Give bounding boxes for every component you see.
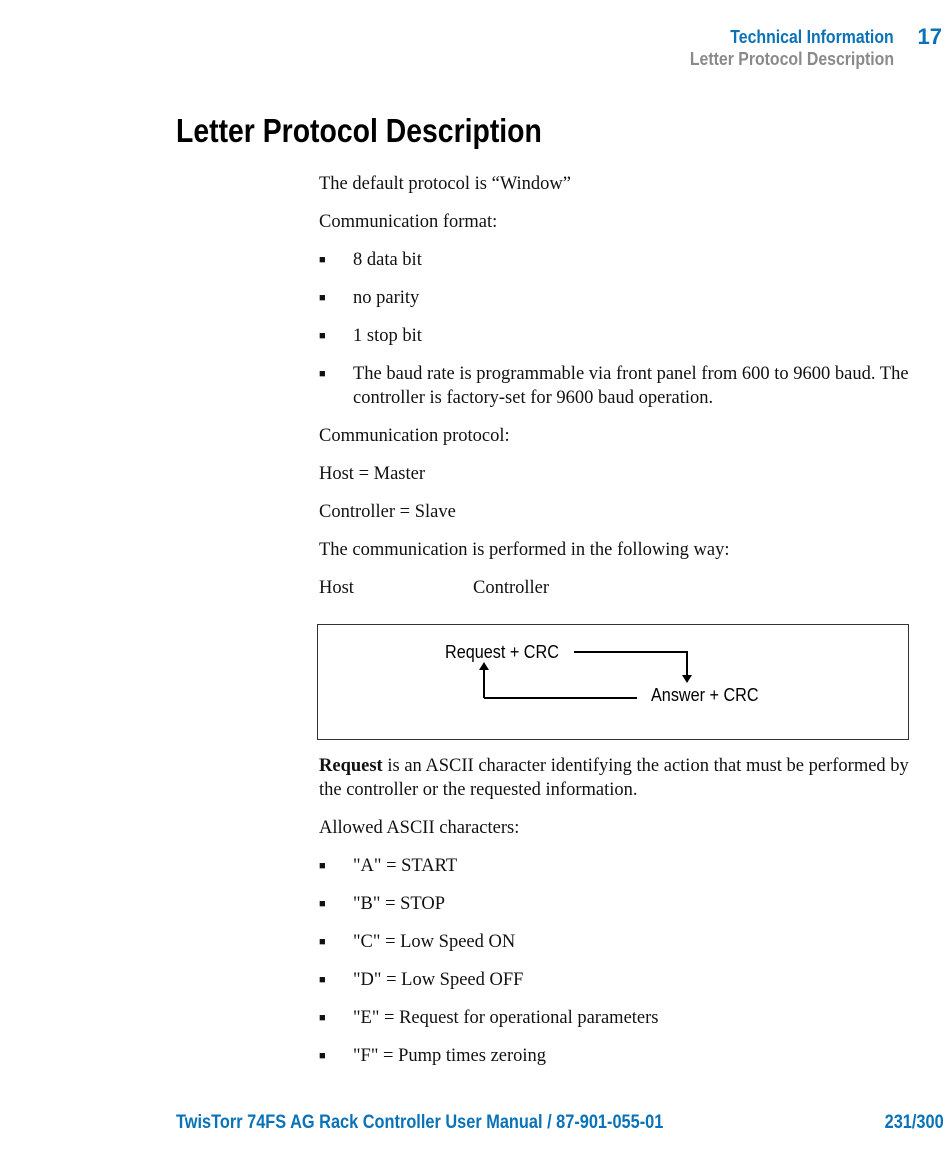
header-chapter-number: 17 [917,24,942,49]
list-item [319,1006,909,1030]
list-item-text: "F" = Pump times zeroing [353,1046,547,1066]
footer-manual-title: TwisTorr 74FS AG Rack Controller User Manual / 87-901-055-01 [176,1112,664,1133]
intro-paragraph: The default protocol is “Window” [319,174,572,194]
communication-arrows [318,625,908,739]
list-item-text: "C" = Low Speed ON [353,932,516,952]
communication-diagram [317,624,909,740]
list-item [319,854,909,878]
list-item-text: "E" = Request for operational parameters [353,1008,659,1028]
list-item [319,324,909,348]
header-section-title: Technical Information [730,27,894,47]
bullet-icon: ■ [319,368,326,380]
format-heading: Communication format: [319,212,498,232]
request-paragraph [319,754,909,802]
bullet-icon: ■ [319,974,326,986]
bullet-icon: ■ [319,860,326,872]
body-text [319,172,909,1082]
list-item-text: 8 data bit [353,250,422,270]
list-item [319,892,909,916]
request-description: is an ASCII character identifying the action that must be performed by the controller or the requested information. [319,756,909,800]
list-item-text: 1 stop bit [353,326,422,346]
bullet-icon: ■ [319,936,326,948]
host-column-label: Host [319,578,354,598]
list-item-text: The baud rate is programmable via front panel from 600 to 9600 baud. The controller is factory-set for 9600 baud operation. [353,364,909,408]
bullet-icon: ■ [319,254,326,266]
bullet-icon: ■ [319,330,326,342]
request-label: Request + CRC [445,642,559,662]
request-term: Request [319,756,383,776]
list-item-text: "B" = STOP [353,894,446,914]
list-item [319,248,909,272]
bullet-icon: ■ [319,292,326,304]
list-item-text: "D" = Low Speed OFF [353,970,524,990]
list-item [319,1044,909,1068]
bullet-icon: ■ [319,1012,326,1024]
bullet-icon: ■ [319,898,326,910]
bullet-icon: ■ [319,1050,326,1062]
list-item [319,968,909,992]
host-line: Host = Master [319,464,426,484]
footer-page-number: 231/300 [884,1112,944,1133]
list-item [319,362,909,410]
allowed-heading: Allowed ASCII characters: [319,818,520,838]
list-item-text: no parity [353,288,420,308]
page-title: Letter Protocol Description [176,112,542,149]
controller-line: Controller = Slave [319,502,456,522]
controller-column-label: Controller [473,578,550,598]
performed-line: The communication is performed in the following way: [319,540,730,560]
column-labels [319,576,909,600]
list-item [319,286,909,310]
answer-label: Answer + CRC [651,685,759,705]
header-subsection-title: Letter Protocol Description [689,49,894,69]
list-item [319,930,909,954]
protocol-heading: Communication protocol: [319,426,510,446]
list-item-text: "A" = START [353,856,458,876]
down-arrow-icon [682,675,692,683]
